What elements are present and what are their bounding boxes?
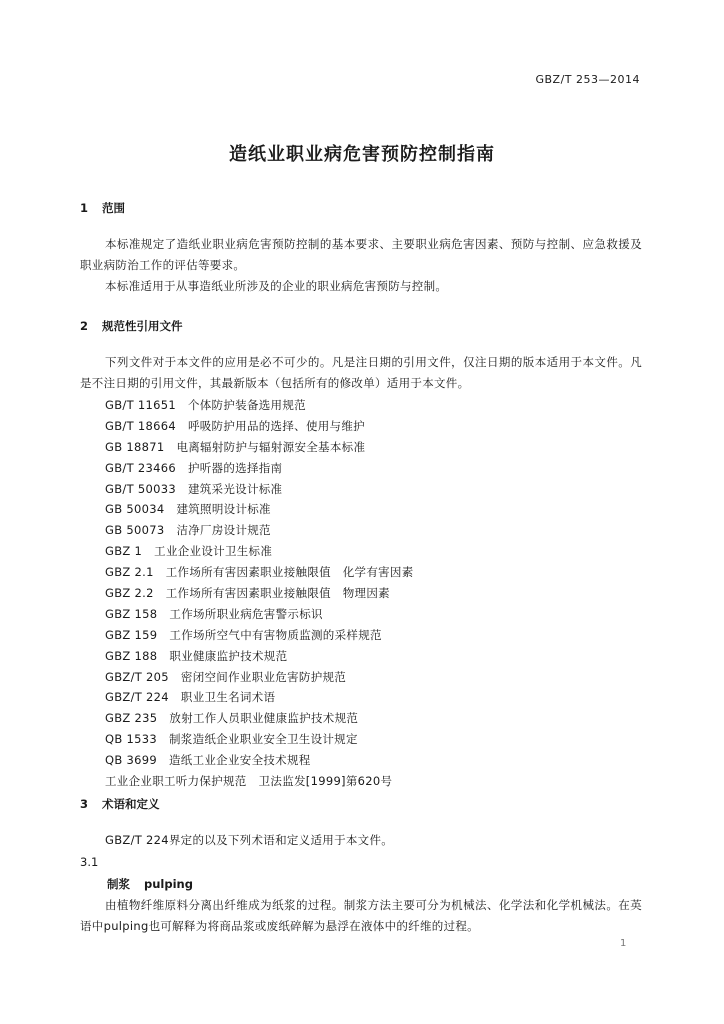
reference-code: GBZ 2.2 [105, 586, 154, 601]
section-2-number: 2 [80, 319, 89, 333]
reference-item [105, 499, 414, 520]
section-3-number: 3 [80, 797, 89, 811]
reference-code: GBZ/T 205 [105, 669, 169, 684]
reference-title: 放射工作人员职业健康监护技术规范 [169, 711, 359, 726]
reference-title: 工作场所有害因素职业接触限值 物理因素 [165, 586, 390, 601]
reference-title: 洁净厂房设计规范 [176, 523, 271, 538]
reference-code: GBZ 159 [105, 627, 158, 642]
reference-item [105, 541, 414, 562]
term-name [107, 876, 193, 892]
term-number: 3.1 [80, 855, 99, 869]
reference-item [105, 687, 414, 708]
reference-title: 呼吸防护用品的选择、使用与维护 [187, 418, 365, 433]
reference-code: QB 3699 [105, 753, 157, 768]
section-2-intro: 下列文件对于本文件的应用是必不可少的。凡是注日期的引用文件，仅注日期的版本适用于本文件。凡是不注日期的引用文件，其最新版本（包括所有的修改单）适用于本文件。 [80, 355, 642, 390]
reference-item [105, 458, 414, 479]
reference-title: 电离辐射防护与辐射源安全基本标准 [176, 439, 366, 454]
reference-title: 工作场所职业病危害警示标识 [169, 606, 323, 621]
reference-title: 个体防护装备选用规范 [187, 398, 306, 412]
reference-title: 建筑照明设计标准 [176, 502, 271, 517]
reference-item [105, 395, 414, 416]
reference-item [105, 583, 414, 604]
reference-code: QB 1533 [105, 732, 157, 747]
reference-code: GB/T 50033 [105, 481, 176, 496]
reference-item [105, 416, 414, 437]
reference-code: 工业企业职工听力保护规范 [105, 774, 247, 789]
reference-code: GB 18871 [105, 439, 165, 454]
reference-item [105, 562, 414, 583]
section-1-paragraph-1: 本标准规定了造纸业职业病危害预防控制的基本要求、主要职业病危害因素、预防与控制、应急救援及职业病防治工作的评估等要求。 [80, 237, 642, 272]
reference-title: 工作场所空气中有害物质监测的采样规范 [169, 627, 382, 642]
reference-item [105, 646, 414, 667]
reference-code: GB 50073 [105, 523, 165, 538]
reference-item [105, 479, 414, 500]
reference-title: 密闭空间作业职业危害防护规范 [180, 669, 347, 684]
document-title: 造纸业职业病危害预防控制指南 [229, 144, 495, 165]
standard-code: GBZ/T 253—2014 [535, 73, 640, 86]
reference-code: GBZ 2.1 [105, 565, 154, 580]
section-3-intro: GBZ/T 224界定的以及下列术语和定义适用于本文件。 [105, 833, 394, 847]
reference-item [105, 520, 414, 541]
term-name-en: pulping [144, 877, 193, 891]
term-name-zh: 制浆 [107, 877, 130, 891]
reference-title: 工业企业设计卫生标准 [154, 544, 273, 559]
section-1-title: 范围 [102, 201, 125, 215]
section-1-paragraph-2: 本标准适用于从事造纸业所涉及的企业的职业病危害预防与控制。 [105, 279, 448, 293]
section-3-title: 术语和定义 [102, 797, 160, 811]
reference-title: 职业健康监护技术规范 [169, 648, 288, 663]
reference-code: GBZ 1 [105, 544, 143, 559]
reference-title: 护听器的选择指南 [187, 460, 283, 475]
reference-title: 造纸工业企业安全技术规程 [168, 753, 311, 768]
reference-item [105, 437, 414, 458]
reference-code: GB/T 23466 [105, 460, 176, 475]
section-3-heading [80, 796, 160, 812]
section-2-heading [80, 318, 183, 334]
reference-item [105, 604, 414, 625]
reference-item [105, 625, 414, 646]
section-2-title: 规范性引用文件 [102, 319, 183, 333]
reference-title: 工作场所有害因素职业接触限值 化学有害因素 [165, 565, 414, 580]
reference-title: 卫法监发[1999]第620号 [258, 774, 393, 789]
reference-code: GB/T 11651 [105, 398, 176, 412]
reference-code: GBZ 235 [105, 711, 158, 726]
normative-reference-list [105, 395, 414, 792]
reference-title: 职业卫生名词术语 [180, 690, 276, 705]
section-1-number: 1 [80, 201, 89, 215]
reference-title: 制浆造纸企业职业安全卫生设计规定 [168, 732, 358, 747]
page-number: 1 [620, 938, 627, 949]
reference-code: GB/T 18664 [105, 418, 176, 433]
reference-item [105, 750, 414, 771]
reference-title: 建筑采光设计标准 [187, 481, 283, 496]
reference-code: GBZ 188 [105, 648, 158, 663]
reference-code: GBZ 158 [105, 606, 158, 621]
reference-item [105, 771, 414, 792]
term-definition: 由植物纤维原料分离出纤维成为纸浆的过程。制浆方法主要可分为机械法、化学法和化学机械法。在英语中pulping也可解释为将商品浆或废纸碎解为悬浮在液体中的纤维的过程。 [80, 898, 642, 933]
reference-item [105, 708, 414, 729]
reference-item [105, 729, 414, 750]
section-1-heading [80, 200, 125, 216]
reference-item [105, 667, 414, 688]
reference-code: GB 50034 [105, 502, 165, 517]
reference-code: GBZ/T 224 [105, 690, 169, 705]
